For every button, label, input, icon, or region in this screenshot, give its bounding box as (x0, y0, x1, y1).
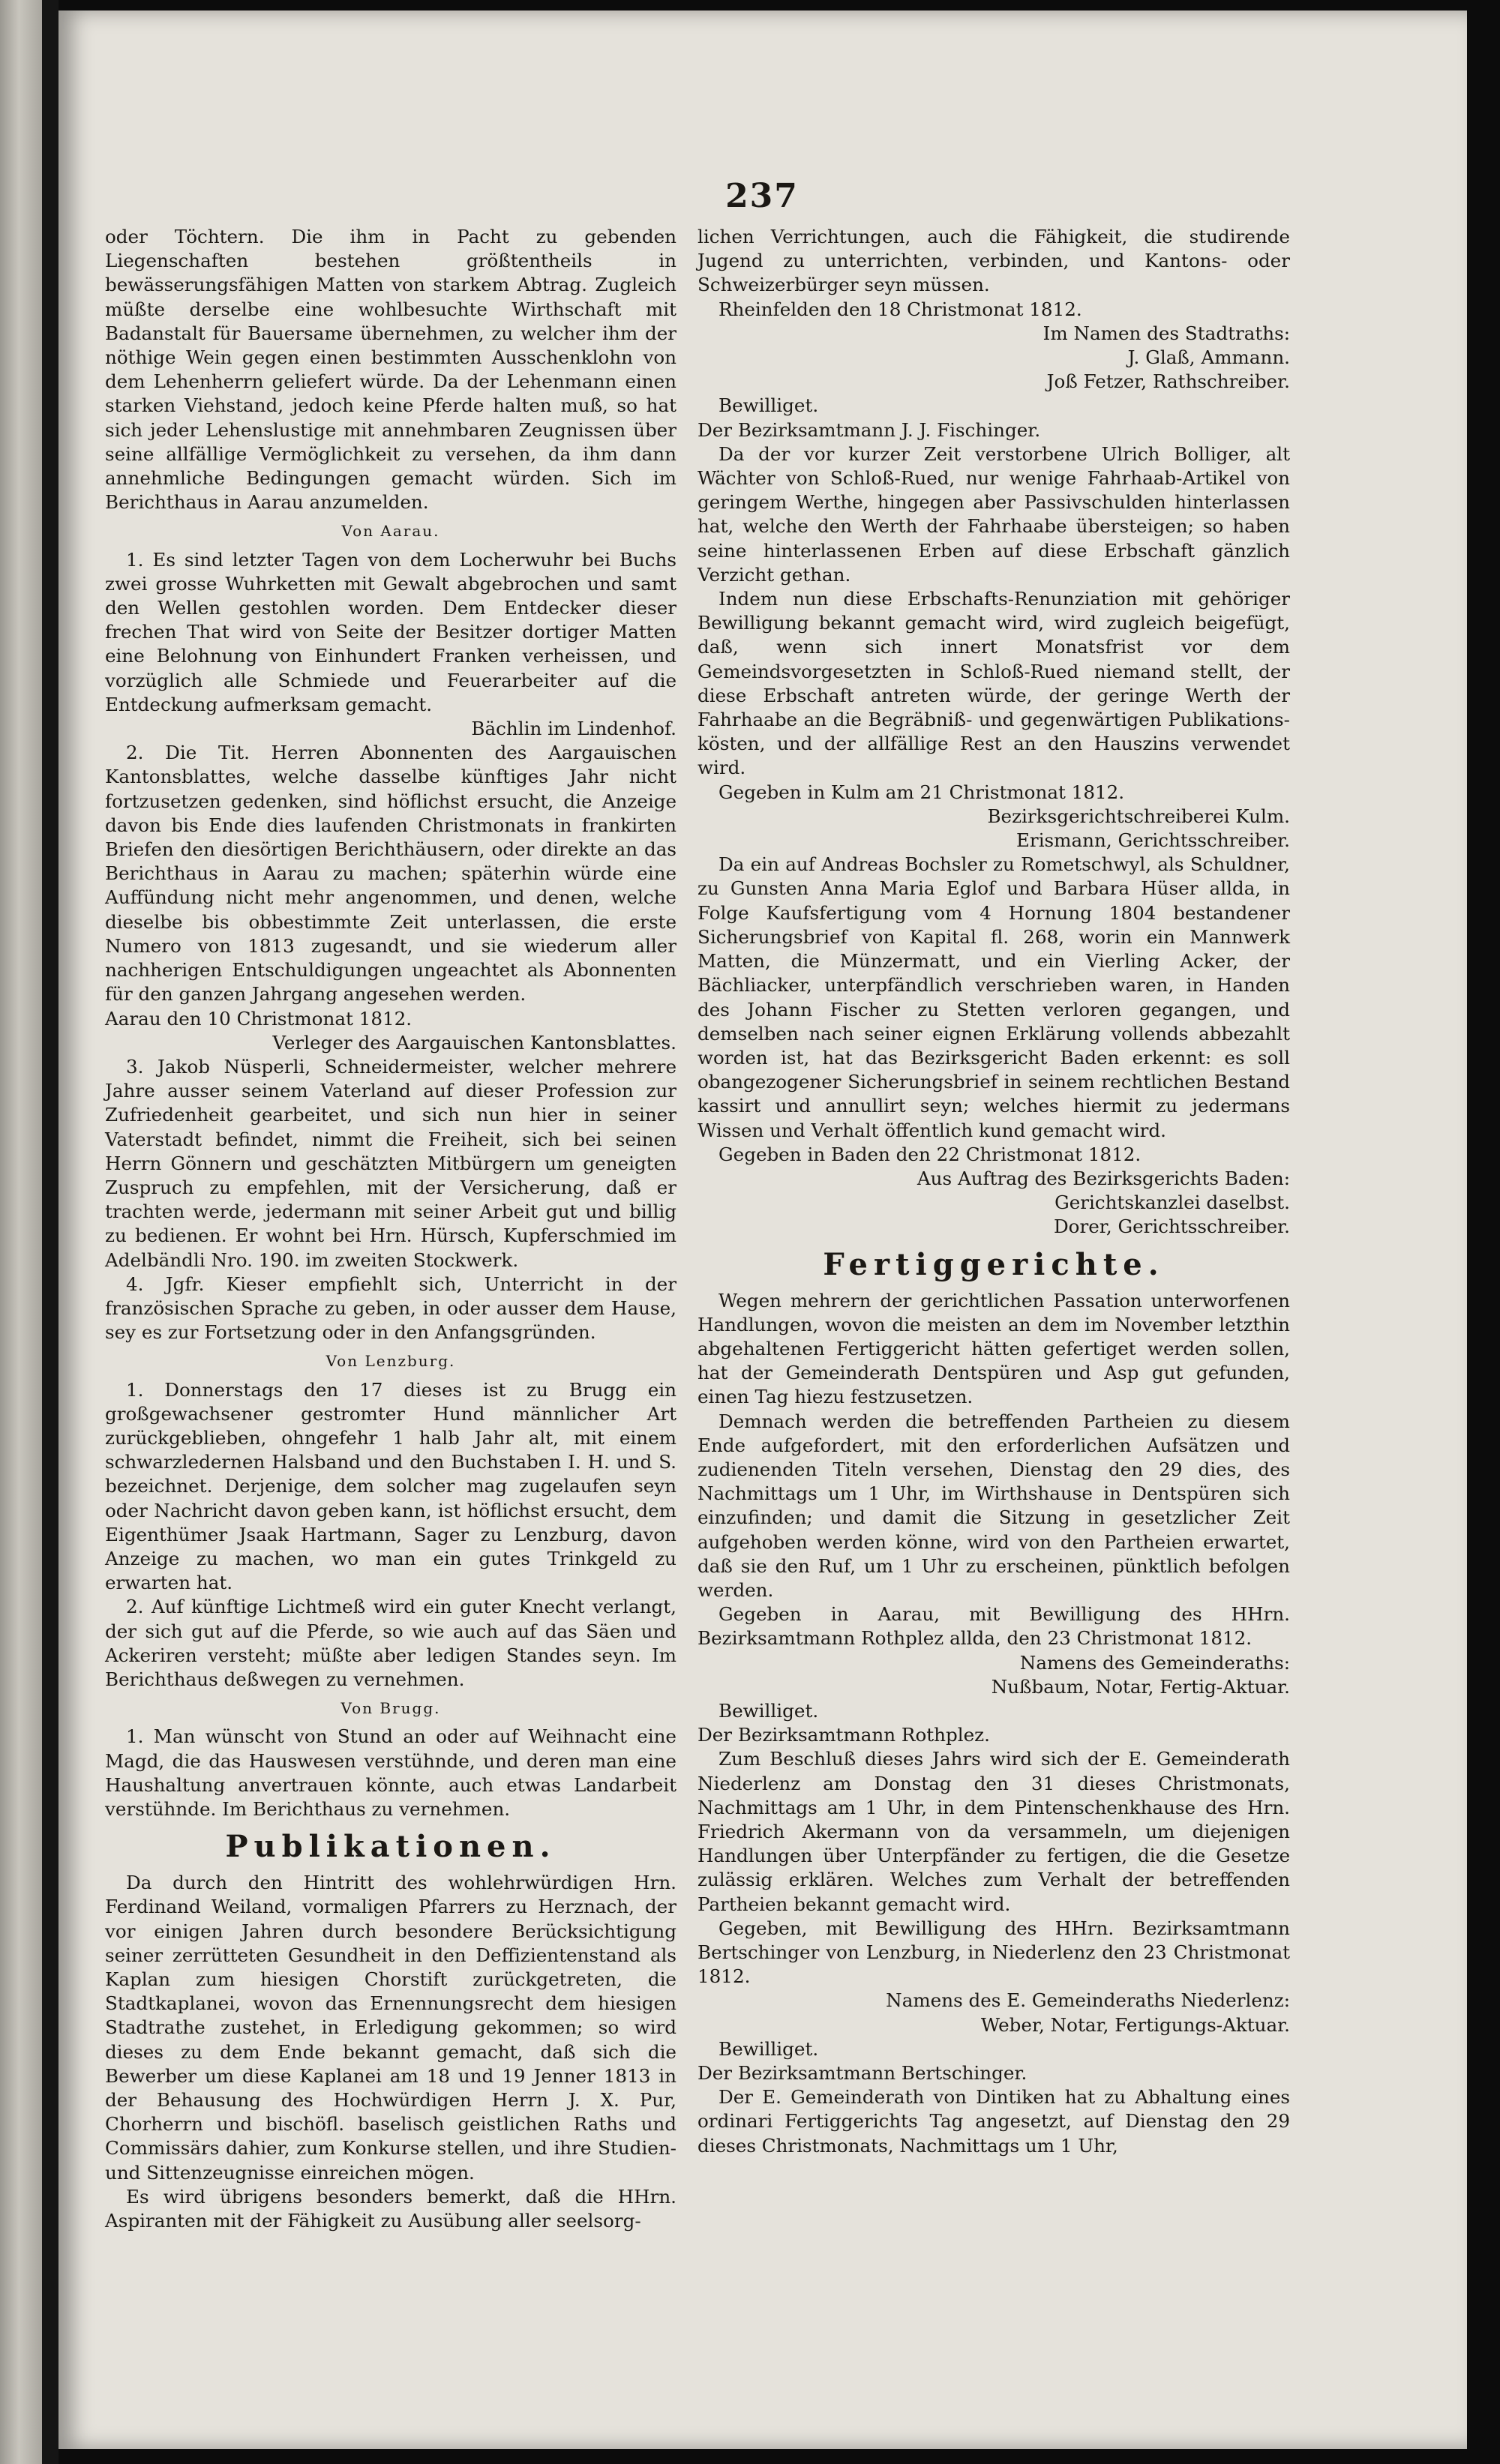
approval-line: Bewilliget. (718, 394, 819, 417)
paragraph: lichen Verrichtungen, auch die Fähigkeit, die studirende Jugend zu unterrichten, verbinden, und Kantons- oder Schweizerbürger seyn müssen. (698, 226, 1290, 296)
gutter-shadow (42, 0, 58, 2464)
paragraph: Demnach werden die betreffenden Partheien zu diesem Ende aufgefordert, mit den erforderlichen Aufsätzen und zudienenden Titeln versehen, Dienstag den 29 dies, des Nachmittags um 1 Uhr, im Wirthshause in Dentspüren sich einzufinden; und damit die Sitzung in gesetzlicher Zeit aufgehoben werden könne, wird von den Partheien erwartet, daß sie den Ruf, um 1 Uhr zu erscheinen, pünktlich befolgen werden. (698, 1410, 1290, 1601)
signature: Im Namen des Stadtraths: (1042, 322, 1290, 344)
date-line: Gegeben in Aarau, mit Bewilligung des HHrn. Bezirksamtmann Rothplez allda, den 23 Christmonat 1812. (698, 1603, 1290, 1650)
approval-line: Bewilliget. (718, 1699, 819, 1722)
paragraph: Es wird übrigens besonders bemerkt, daß die HHrn. Aspiranten mit der Fähigkeit zu Ausübung aller seelsorg- (105, 2185, 676, 2232)
paragraph: Da ein auf Andreas Bochsler zu Rometschwyl, als Schuldner, zu Gunsten Anna Maria Eglof und Barbara Hüser allda, in Folge Kaufsfertigung vom 4 Hornung 1804 bestandener Sicherungsbrief von Kapital fl. 268, worin ein Mannwerk Matten, die Münzermatt, und ein Vierling Acker, der Bächliacker, unterpfändlich verschrieben waren, in Handen des Johann Fischer zu Stetten verloren gegangen, und demselben nach seiner eignen Erklärung vollends abbezahlt worden ist, hat das Bezirksgericht Baden erkennt: es soll obangezogener Sicherungsbrief in seinem rechtlichen Bestand kassirt und annullirt seyn; welches hiermit zu jedermans Wissen und Verhalt öffentlich kund gemacht wird. (698, 853, 1290, 1141)
signature: Nußbaum, Notar, Fertig-Aktuar. (991, 1675, 1290, 1698)
signature: Bächlin im Lindenhof. (471, 718, 676, 740)
right-column (698, 225, 1290, 2158)
signature: Gerichtskanzlei daselbst. (1054, 1192, 1290, 1214)
section-heading-publikationen: Publikationen. (225, 1829, 556, 1865)
approval-signature: Der Bezirksamtmann Bertschinger. (698, 2062, 1028, 2085)
paragraph: 1. Man wünscht von Stund an oder auf Weihnacht eine Magd, die das Hauswesen verstühnde, und deren man eine Haushaltung anvertrauen könnte, auch etwas Landarbeit verstühnde. Im Berichthaus zu vernehmen. (105, 1725, 676, 1820)
paragraph: Da durch den Hintritt des wohlehrwürdigen Hrn. Ferdinand Weiland, vormaligen Pfarrers zu Herznach, der vor einigen Jahren durch besondere Berücksichtigung seiner zerrütteten Gesundheit in den Deffizientenstand als Kaplan zum hiesigen Chorstift zurückgetreten, die Stadtkaplanei, wovon das Ernennungsrecht dem hiesigen Stadtrathe zustehet, in Erledigung gekommen; so wird dieses zu dem Ende bekannt gemacht, daß sich die Bewerber um diese Kaplanei am 18 und 19 Jenner 1813 in der Behausung des Hochwürdigen Herrn J. X. Pur, Chorherrn und bischöfl. baselisch geistlichen Raths und Commissärs dahier, zum Konkurse stellen, und ihre Studien- und Sittenzeugnisse einreichen mögen. (105, 1872, 676, 2184)
paragraph: 1. Donnerstags den 17 dieses ist zu Brugg ein großgewachsener gestromter Hund männlicher Art zurückgeblieben, ohngefehr 1 halb Jahr alt, mit einem schwarzledernen Halsband und den Buchstaben I. H. und S. bezeichnet. Derjenige, dem solcher mag zugelaufen seyn oder Nachricht davon geben kann, ist höflichst ersucht, dem Eigenthümer Jsaak Hartmann, Sager zu Lenzburg, davon Anzeige zu machen, wo man ein gutes Trinkgeld zu erwarten hat. (105, 1378, 676, 1594)
date-line: Aarau den 10 Christmonat 1812. (105, 1007, 412, 1030)
paragraph: Wegen mehrern der gerichtlichen Passation unterworfenen Handlungen, wovon die meisten an dem im November letzthin abgehaltenen Fertiggericht hätten gefertiget werden sollen, hat der Gemeinderath Dentspüren und Asp gut gefunden, einen Tag hiezu festzusetzen. (698, 1289, 1290, 1408)
section-heading-fertiggerichte: Fertiggerichte. (823, 1246, 1165, 1282)
section-heading-lenzburg: Von Lenzburg. (326, 1352, 456, 1371)
date-line: Gegeben in Kulm am 21 Christmonat 1812. (718, 781, 1125, 803)
page-number: 237 (725, 177, 799, 215)
section-heading-brugg: Von Brugg. (340, 1699, 441, 1718)
paragraph: Zum Beschluß dieses Jahrs wird sich der E. Gemeinderath Niederlenz am Donstag den 31 dieses Christmonats, Nachmittags am 1 Uhr, in dem Pintenschenkhause des Hrn. Friedrich Akermann von da versammeln, um diejenigen Handlungen über Unterpfänder zu fertigen, die die Gesetze zulässig erklären. Welches zum Verhalt der betreffenden Partheien bekannt gemacht wird. (698, 1748, 1290, 1915)
signature: Namens des E. Gemeinderaths Niederlenz: (886, 1989, 1290, 2012)
paragraph: oder Töchtern. Die ihm in Pacht zu gebenden Liegenschaften bestehen größtentheils in bewässerungsfähigen Matten von starkem Abtrag. Zugleich müßte derselbe eine wohlbesuchte Wirthschaft mit Badanstalt für Bauersame übernehmen, zu welcher ihm der nöthige Wein gegen einen bestimmten Ausschenklohn von dem Lehenherrn geliefert würde. Da der Lehenmann einen starken Viehstand, jedoch keine Pferde halten muß, so hat sich jeder Lehenslustige mit annehmbaren Zeugnissen über seine allfällige Vermöglichkeit zu versehen, da ihm dann annehmliche Bedingungen gemacht würden. Sich im Berichthaus in Aarau anzumelden. (105, 226, 676, 514)
signature: Aus Auftrag des Bezirksgerichts Baden: (916, 1167, 1290, 1189)
paragraph: Der E. Gemeinderath von Dintiken hat zu Abhaltung eines ordinari Fertiggerichts Tag angesetzt, auf Dienstag den 29 dieses Christmonats, Nachmittags um 1 Uhr, (698, 2086, 1290, 2157)
signature: Joß Fetzer, Rathschreiber. (1046, 370, 1290, 393)
left-column (105, 225, 676, 2233)
signature: Weber, Notar, Fertigungs-Aktuar. (980, 2013, 1290, 2036)
date-line: Gegeben, mit Bewilligung des HHrn. Bezirksamtmann Bertschinger von Lenzburg, in Niederlenz den 23 Christmonat 1812. (698, 1917, 1290, 1988)
signature: Erismann, Gerichtsschreiber. (1016, 829, 1290, 852)
paragraph: 2. Die Tit. Herren Abonnenten des Aargauischen Kantonsblattes, welche dasselbe künftiges Jahr nicht fortzusetzen gedenken, sind höflichst ersucht, die Anzeige davon bis Ende dies laufenden Christmonats in frankirten Briefen den diesörtigen Berichthäusern, oder direkte an das Berichthaus in Aarau zu machen; späterhin würde eine Auffündung nicht mehr angenommen, und denen, welche dieselbe bis obbestimmte Zeit unterlassen, die erste Numero von 1813 zugesandt, und sie wiederum aller nachherigen Entschuldigungen ungeachtet als Abonnenten für den ganzen Jahrgang angesehen werden. (105, 742, 676, 1006)
paragraph: 3. Jakob Nüsperli, Schneidermeister, welcher mehrere Jahre ausser seinem Vaterland auf dieser Profession zur Zufriedenheit gearbeitet, und sich nun hier in seiner Vaterstadt befindet, nimmt die Freiheit, sich bei seinen Herrn Gönnern und geschätzten Mitbürgern um geneigten Zuspruch zu empfehlen, mit der Versicherung, daß er trachten werde, jedermann mit seiner Arbeit gut und billig zu bedienen. Er wohnt bei Hrn. Hürsch, Kupferschmied im Adelbändli Nro. 190. im zweiten Stockwerk. (105, 1055, 676, 1271)
date-line: Gegeben in Baden den 22 Christmonat 1812. (718, 1143, 1142, 1165)
adjacent-page-edge (0, 0, 42, 2464)
signature: Bezirksgerichtschreiberei Kulm. (987, 805, 1290, 827)
paragraph: Indem nun diese Erbschafts-Renunziation mit gehöriger Bewilligung bekannt gemacht wird, wird zugleich beigefügt, daß, wenn sich innert Monatsfrist vor dem Gemeindsvorgesetzten in Schloß-Rued niemand stellt, der diese Erbschaft antreten würde, der geringe Werth der Fahrhaabe an die Begräbniß- und gegenwärtigen Publikations-kösten, und der allfällige Rest an den Hauszins verwendet wird. (698, 588, 1290, 779)
paragraph: Da der vor kurzer Zeit verstorbene Ulrich Bolliger, alt Wächter von Schloß-Rued, nur wenige Fahrhaab-Artikel von geringem Werthe, hingegen aber Passivschulden hinterlassen hat, welche den Werth der Fahrhaabe übersteigen; so haben seine hinterlassenen Erben auf diese Erbschaft gänzlich Verzicht gethan. (698, 442, 1290, 586)
section-heading-aarau: Von Aarau. (341, 522, 440, 541)
signature: Verleger des Aargauischen Kantonsblattes. (272, 1031, 676, 1054)
paragraph: 2. Auf künftige Lichtmeß wird ein guter Knecht verlangt, der sich gut auf die Pferde, so wie auch auf das Säen und Ackeriren versteht; müßte aber ledigen Standes seyn. Im Berichthaus deßwegen zu vernehmen. (105, 1596, 676, 1690)
approval-line: Bewilliget. (718, 2037, 819, 2060)
approval-signature: Der Bezirksamtmann Rothplez. (698, 1724, 990, 1746)
approval-signature: Der Bezirksamtmann J. J. Fischinger. (698, 418, 1041, 441)
date-line: Rheinfelden den 18 Christmonat 1812. (718, 298, 1082, 320)
paragraph: 1. Es sind letzter Tagen von dem Locherwuhr bei Buchs zwei grosse Wuhrketten mit Gewalt abgebrochen und samt den Wellen gestohlen worden. Dem Entdecker dieser frechen That wird von Seite der Besitzer dortiger Matten eine Belohnung von Einhundert Franken verheissen, und vorzüglich alle Schmiede und Feuerarbeiter auf die Entdeckung aufmerksam gemacht. (105, 548, 676, 715)
paragraph: 4. Jgfr. Kieser empfiehlt sich, Unterricht in der französischen Sprache zu geben, in oder ausser dem Hause, sey es zur Fortsetzung oder in den Anfangsgründen. (105, 1272, 676, 1344)
signature: Namens des Gemeinderaths: (1019, 1651, 1290, 1674)
signature: Dorer, Gerichtsschreiber. (1053, 1216, 1290, 1238)
signature: J. Glaß, Ammann. (1127, 346, 1290, 369)
